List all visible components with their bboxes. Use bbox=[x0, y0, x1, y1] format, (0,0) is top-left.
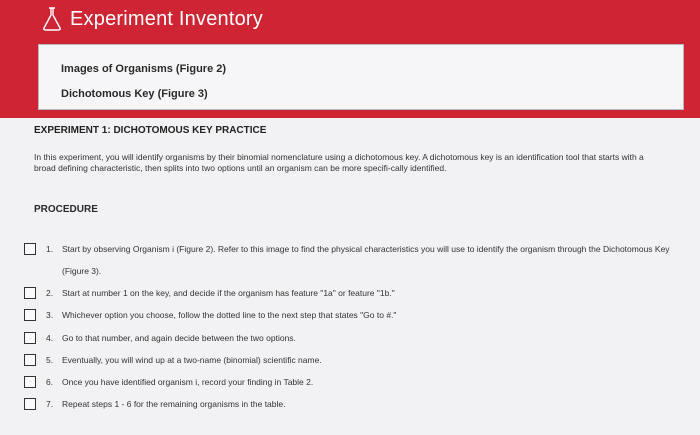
experiment-intro: In this experiment, you will identify organisms by their binomial nomenclature using a dichotomous key. A dichotomous key is an identification tool that starts with a broad defining characteristic, then splits into two options until an organism can be more specifi-cally identified. bbox=[34, 152, 644, 173]
inventory-item: Dichotomous Key (Figure 3) bbox=[61, 88, 208, 100]
step-text: Eventually, you will wind up at a two-name (binomial) scientific name. bbox=[62, 355, 322, 365]
step-text: Once you have identified organism i, record your finding in Table 2. bbox=[62, 377, 314, 387]
inventory-item: Images of Organisms (Figure 2) bbox=[61, 63, 227, 75]
step-text: Repeat steps 1 - 6 for the remaining organisms in the table. bbox=[62, 399, 286, 409]
step-text: Go to that number, and again decide between the two options. bbox=[62, 333, 296, 343]
step-checkbox[interactable] bbox=[24, 243, 36, 255]
step-number: 6. bbox=[46, 377, 54, 387]
step-text: Whichever option you choose, follow the dotted line to the next step that states "Go to #." bbox=[62, 310, 397, 320]
procedure-step bbox=[24, 398, 684, 418]
step-number: 2. bbox=[46, 288, 54, 298]
step-number: 5. bbox=[46, 355, 54, 365]
step-checkbox[interactable] bbox=[24, 354, 36, 366]
inventory-box bbox=[38, 44, 684, 110]
procedure-step bbox=[24, 309, 684, 329]
procedure-step bbox=[24, 243, 684, 276]
step-text: Start at number 1 on the key, and decide if the organism has feature "1a" or feature "1b." bbox=[62, 288, 395, 298]
flask-icon bbox=[40, 6, 64, 32]
procedure-title: PROCEDURE bbox=[34, 204, 98, 215]
step-checkbox[interactable] bbox=[24, 398, 36, 410]
header-banner bbox=[0, 0, 700, 118]
step-text: Start by observing Organism i (Figure 2). Refer to this image to find the physical characteristics you will use to identify the organism through the Dichotomous Key (Figure 3). bbox=[62, 244, 670, 276]
step-checkbox[interactable] bbox=[24, 309, 36, 321]
step-checkbox[interactable] bbox=[24, 332, 36, 344]
page-title: Experiment Inventory bbox=[70, 8, 263, 30]
step-number: 3. bbox=[46, 310, 54, 320]
step-number: 1. bbox=[46, 244, 54, 254]
step-number: 7. bbox=[46, 399, 54, 409]
step-number: 4. bbox=[46, 333, 54, 343]
step-checkbox[interactable] bbox=[24, 376, 36, 388]
experiment-title: EXPERIMENT 1: DICHOTOMOUS KEY PRACTICE bbox=[34, 125, 267, 136]
step-checkbox[interactable] bbox=[24, 287, 36, 299]
